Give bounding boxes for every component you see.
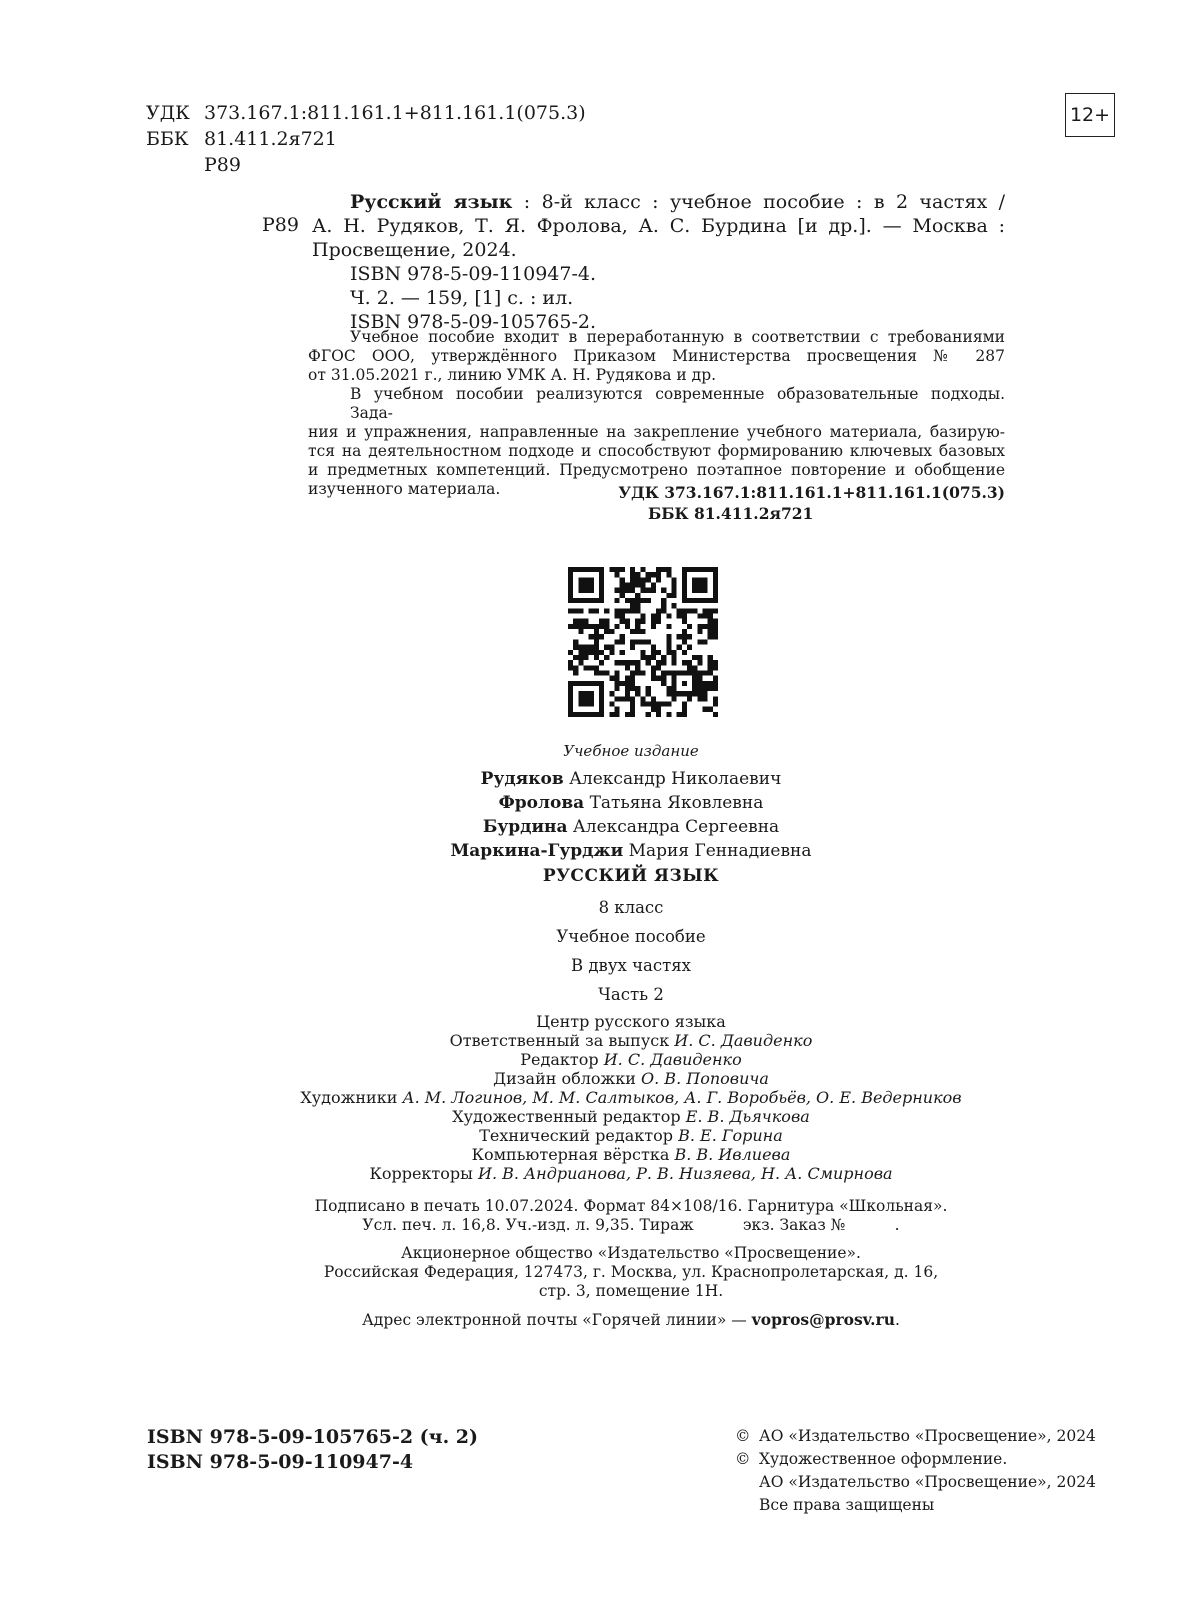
biblio-part-info: Ч. 2. — 159, [1] с. : ил. <box>350 287 574 309</box>
copyright-line: АО «Издательство «Просвещение», 2024 <box>759 1473 1096 1491</box>
authors-list <box>200 767 1062 863</box>
print-info <box>200 1197 1062 1330</box>
grade: 8 класс <box>598 898 664 917</box>
bbk-value: 81.411.2я721 <box>204 128 337 150</box>
parts-count: В двух частях <box>571 956 691 975</box>
author-line: Рудяков Александр Николаевич <box>480 769 782 789</box>
annotation-line: В учебном пособии реализуются современные образовательные подходы. Зада- <box>350 385 1005 422</box>
udk-label: УДК <box>146 102 190 124</box>
annotation <box>308 328 1005 499</box>
index-bbk: ББК 81.411.2я721 <box>648 504 814 523</box>
print-line: Усл. печ. л. 16,8. Уч.-изд. л. 9,35. Тираж экз. Заказ № . <box>362 1216 900 1234</box>
edition-type: Учебное издание <box>563 742 699 760</box>
annotation-line: Учебное пособие входит в переработанную в соответствии с требованиями <box>350 328 1005 346</box>
credit-line: Дизайн обложки О. В. Поповича <box>493 1069 769 1088</box>
annotation-line: тся на деятельностном подходе и способствуют формированию ключевых базовых <box>308 442 1005 460</box>
credit-line: Компьютерная вёрстка В. В. Ивлиева <box>471 1145 791 1164</box>
author-line: Маркина-Гурджи Мария Геннадиевна <box>450 841 812 861</box>
credit-line: Центр русского языка <box>536 1012 726 1031</box>
author-line: Бурдина Александра Сергеевна <box>482 817 780 837</box>
footer-isbn <box>147 1425 478 1475</box>
udk-row <box>146 100 586 126</box>
credit-line: Художественный редактор Е. В. Дьячкова <box>452 1107 810 1126</box>
annotation-line: от 31.05.2021 г., линию УМК А. Н. Рудякова и др. <box>308 366 717 384</box>
copyright-line: © АО «Издательство «Просвещение», 2024 <box>735 1425 1096 1448</box>
biblio-line-1: Русский язык : 8-й класс : учебное пособие : в 2 частях / <box>350 191 1005 213</box>
publisher-line: Акционерное общество «Издательство «Просвещение». <box>401 1244 861 1262</box>
print-line: Подписано в печать 10.07.2024. Формат 84×108/16. Гарнитура «Школьная». <box>314 1197 948 1215</box>
credit-line: Корректоры И. В. Андрианова, Р. В. Низяева, Н. А. Смирнова <box>369 1164 893 1183</box>
credit-line: Редактор И. С. Давиденко <box>520 1050 742 1069</box>
biblio-isbn-general: ISBN 978-5-09-110947-4. <box>350 263 597 285</box>
biblio-isbn-part: ISBN 978-5-09-105765-2. <box>350 311 597 333</box>
author-code: Р89 <box>204 154 241 176</box>
copyright-icon: © <box>735 1450 751 1468</box>
age-rating-badge: 12+ <box>1065 93 1115 137</box>
biblio-title: Русский язык <box>350 191 513 213</box>
index-right <box>400 482 1005 524</box>
copyright-icon: © <box>735 1427 751 1445</box>
copyright-block <box>735 1425 1096 1517</box>
bbk-row <box>146 126 586 152</box>
annotation-line: ния и упражнения, направленные на закрепление учебного материала, базирую- <box>308 423 1005 441</box>
qr-code <box>568 567 718 717</box>
rights-line: Все права защищены <box>759 1496 935 1514</box>
publisher-line: стр. 3, помещение 1Н. <box>538 1282 724 1300</box>
isbn-general: ISBN 978-5-09-110947-4 <box>147 1451 414 1473</box>
credit-line: Технический редактор В. Е. Горина <box>479 1126 783 1145</box>
copyright-line: © Художественное оформление. <box>735 1448 1096 1471</box>
annotation-line: и предметных компетенций. Предусмотрено поэтапное повторение и обобщение <box>308 461 1005 479</box>
biblio-line-2: А. Н. Рудяков, Т. Я. Фролова, А. С. Бурдина [и др.]. — Москва : <box>312 215 1005 237</box>
biblio-author-code: Р89 <box>262 214 299 236</box>
index-udk: УДК 373.167.1:811.161.1+811.161.1(075.3) <box>618 483 1005 502</box>
classification-block <box>146 100 586 178</box>
part-number: Часть 2 <box>598 985 664 1004</box>
bbk-label: ББК <box>146 128 189 150</box>
udk-value: 373.167.1:811.161.1+811.161.1(075.3) <box>204 102 586 124</box>
author-code-row <box>146 152 586 178</box>
bibliographic-record <box>312 190 1005 334</box>
book-type: Учебное пособие <box>556 927 706 946</box>
credits <box>200 1012 1062 1183</box>
annotation-line: изученного материала. <box>308 480 501 498</box>
annotation-line: ФГОС ООО, утверждённого Приказом Министерства просвещения № 287 <box>308 347 1005 365</box>
book-title: РУССКИЙ ЯЗЫК <box>542 866 720 886</box>
email-link[interactable]: vopros@prosv.ru <box>751 1310 895 1329</box>
author-line: Фролова Татьяна Яковлевна <box>498 793 764 813</box>
credit-line: Ответственный за выпуск И. С. Давиденко <box>449 1031 813 1050</box>
biblio-line-3: Просвещение, 2024. <box>312 239 517 261</box>
publisher-line: Российская Федерация, 127473, г. Москва, ул. Краснопролетарская, д. 16, <box>323 1263 939 1281</box>
email-line: Адрес электронной почты «Горячей линии» — vopros@prosv.ru. <box>362 1310 900 1329</box>
credit-line: Художники А. М. Логинов, М. М. Салтыков, А. Г. Воробьёв, О. Е. Ведерников <box>300 1088 962 1107</box>
isbn-part: ISBN 978-5-09-105765-2 (ч. 2) <box>147 1426 479 1448</box>
